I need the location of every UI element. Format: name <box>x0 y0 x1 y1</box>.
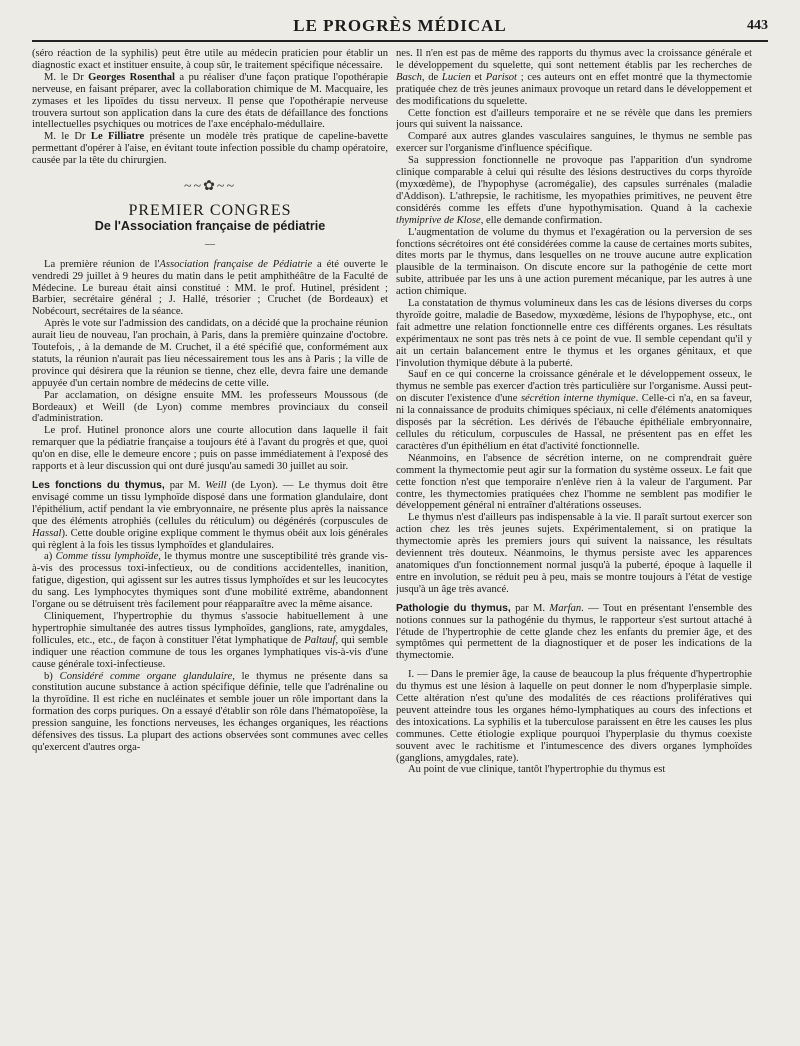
text-span: Cliniquement, l'hypertrophie du thymus s'associe habituellement à une hypertrophie simultanée des autres tissus lymphoïdes, ganglions, rate, amygdales, follicules, etc., etc., de façon à constituer l'état lymphatique de <box>32 610 388 646</box>
paragraph <box>32 611 388 671</box>
text-span: Sauf en ce qui concerne la croissance générale et le développement osseux, le thymus ne semble pas exercer d'action très particulière sur l'organisme. Aussi peut-on discuter l'existence d'une <box>396 369 752 405</box>
text-span: a été ouverte le vendredi 29 juillet à 9 heures du matin dans le petit amphithéâtre de la Faculté de Médecine. Le bureau était ainsi constitué : MM. le prof. Hutinel, président ; Barbier, secrétaire général ; J. Hallé, trésorier ; Cruchet (de Bordeaux) et Nobécourt, secrétaires de la séance. <box>32 258 388 318</box>
author-name: Le Filliatre <box>90 131 145 143</box>
paragraph <box>32 551 388 611</box>
paragraph <box>396 48 752 108</box>
paragraph: Comparé aux autres glandes vasculaires sanguines, le thymus ne semble pas exercer sur l'organisme d'influence spécifique. <box>396 131 752 155</box>
text-span: Sa suppression fonctionnelle ne provoque pas l'apparition d'un syndrome clinique comparable à celui qui résulte des lésions destructives du corps thyroïde (myxœdème), de l'hypophyse (acromégalie), des capsules surrénales (maladie d'Addison). L'athrepsie, le rachitisme, les myopathies primitives, ne peuvent être considérés comme les effets d'une hypothymisation. Quand à la cachexie <box>396 155 752 214</box>
paragraph: L'augmentation de volume du thymus et l'exagération ou la perversion de ses fonctions sécrétoires ont été considérées comme la cause de certaines morts subites, dites morts par le thymus, dans lesquelles on ne trouve aucune autre explication plausible de la terminaison. On discute encore sur la pathogénie de cette mort subite, attribuée par les uns à une action purement mécanique, par les autres à une action chimique. <box>396 226 752 298</box>
running-header <box>32 14 768 42</box>
text-span: b) <box>44 670 60 682</box>
report-paragraph <box>396 603 752 663</box>
italic-span: thymiprive de Klose <box>396 214 481 226</box>
page-number: 443 <box>747 18 768 33</box>
paragraph: Par acclamation, on désigne ensuite MM. les professeurs Moussous (de Bordeaux) et Weill (de Lyon) comme membres provinciaux du conseil d'administration. <box>32 389 388 425</box>
text-span: M. le Dr <box>44 131 86 143</box>
text-span: La première réunion de l' <box>44 258 160 270</box>
author-name: Georges Rosenthal <box>88 71 175 83</box>
paragraph: (séro réaction de la syphilis) peut être utile au médecin praticien pour établir un diagnostic exact et instituer ensuite, à coup sûr, le traitement spécifique nécessaire. <box>32 48 388 71</box>
text-span: ; ces auteurs ont en effet montré que la thymectomie pratiquée chez de très jeunes animaux provoque un retard dans le développement et des modifications du squelette. <box>396 71 752 107</box>
italic-span: sécrétion interne thymique <box>520 393 636 405</box>
paragraph: I. — Dans le premier âge, la cause de beaucoup la plus fréquente d'hypertrophie du thymus est une lésion à laquelle on peut donner le nom d'hyperplasie simple. Cette altération n'est qu'une des modalités de ces réactions prolifératives qui peuvent atteindre tous les organes hémo-lymphatiques au cours des infections et des intoxications. La syphilis et la tuberculose paraissent en être les causes les plus communes. Cette étiologie explique pourquoi l'hyperplasie du thymus coexiste souvent avec le rachitisme et l'intumescence des divers organes lymphoïdes (ganglions, amygdales, rate). <box>396 669 752 764</box>
paragraph: Le prof. Hutinel prononce alors une courte allocution dans laquelle il fait remarquer que la pédiatrie française a toujours été à l'avant du progrès et que, quoi qu'on en dise, elle le demeure encore ; puis on passe immédiatement à l'exposé des rapports et à leur discussion qui ont duré jusqu'au samedi 30 juillet au soir. <box>32 425 388 473</box>
section-title: PREMIER CONGRES <box>128 201 292 219</box>
author-name: Marfan <box>549 602 582 614</box>
paragraph: Néanmoins, en l'absence de sécrétion interne, on ne comprendrait guère comment la thymectomie peut agir sur la formation du système osseux. Le fait que cette fonction n'est que temporaire n'enlève rien à la valeur de l'argument. Par contre, les thymectomies pratiquées chez l'homme ne semblent pas modifier le développement général ni entraîner d'altérations osseuses. <box>396 452 752 512</box>
text-span: (de Lyon). — Le thymus doit être envisagé comme un tissu lymphoïde disposé dans une formation glandulaire, dont l'épithélium, actif pendant la vie embryonnaire, ne présente plus après la naissance que des éléments atrophiés (cellules du réticulum) ou dégénérés (corpuscules de <box>32 480 388 527</box>
section-subtitle: De l'Association française de pédiatrie <box>94 218 326 233</box>
paragraph <box>32 72 388 132</box>
text-span: , le thymus montre une susceptibilité très grande vis-à-vis des processus toxi-infectieux, ou de conditions accidentelles, inanition, fatigue, digestion, qui agissent sur les autres tissus lymphoïdes et sur les leucocytes du sang. Les lymphocytes thymiques sont d'une mobilité extrême, abandonnent l'organe ou se détruisent très facilement pour réapparaître avec la même aisance. <box>32 551 388 611</box>
text-span: ). Cette double origine explique comment le thymus obéit aux lois générales qui règlent à la fois les tissus lymphoïdes et glandulaires. <box>32 527 388 551</box>
paragraph <box>32 131 388 167</box>
text-span: a) <box>44 551 56 563</box>
paragraph: Au point de vue clinique, tantôt l'hypertrophie du thymus est <box>408 764 666 776</box>
text-span: présente un modèle très pratique de capeline-bavette permettant d'opérer à l'aise, en évitant toute infection possible du champ opératoire, causée par la tête du chirurgien. <box>32 131 388 167</box>
paragraph <box>396 155 752 226</box>
text-span: a pu réaliser d'une façon pratique l'opothérapie nerveuse, en faisant préparer, avec la collaboration chimique de M. Macquaire, les zymases et les lipoïdes du tissu nerveux. Il pense que l'opothérapie nerveuse trouvera surtout son application dans la cure des états de défaillance des fonctions intellectuelles psychiques ou motrices de l'axe encéphalo-médullaire. <box>32 71 388 131</box>
text-span: . Celle-ci n'a, en sa faveur, ni la connaissance de produits chimiques spéciaux, ni celle d'éléments anatomiques disposés par la sécrétion. Les dérivés de l'ébauche épithéliale embryonnaire, cellules du réticulum, corpuscules de Hassal, ne présentent pas en effet les caractères d'un épithélium en état d'activité fonctionnelle. <box>396 393 752 452</box>
report-heading: Les fonctions du thymus, <box>32 480 165 491</box>
italic-span: Paltauf <box>304 634 336 646</box>
journal-title: LE PROGRÈS MÉDICAL <box>293 16 507 35</box>
text-span: par M. <box>164 480 206 491</box>
paragraph: Le thymus n'est d'ailleurs pas indispensable à la vie. Il paraît surtout exercer son action chez les très jeunes sujets. Expérimentalement, si on pratique la thymectomie après les premiers jours qui suivent la naissance, les résultats deviennent très douteux. Néanmoins, le thymus persiste avec les apparences anatomiques d'un fonctionnement normal jusqu'à la puberté, époque à laquelle il entre en involution, se réduit peu à peu, mais se montre toujours à l'état de vestige jusqu'à un âge très avancé. <box>396 512 752 595</box>
report-heading: Pathologie du thymus, <box>396 602 511 614</box>
paragraph <box>32 671 388 754</box>
text-span: , elle demande confirmation. <box>480 214 603 226</box>
italic-span: Parisot <box>485 71 517 83</box>
italic-span: Lucien <box>441 71 471 83</box>
paragraph <box>32 259 388 319</box>
text-span: par M. <box>510 602 550 614</box>
text-span: , de <box>421 71 442 83</box>
italic-span: Association française de Pédiatrie <box>159 258 313 270</box>
short-rule: — <box>205 238 215 250</box>
author-name: Weill <box>205 480 227 491</box>
report-paragraph <box>32 480 388 551</box>
ornament-divider: ~~✿~~ <box>183 179 237 195</box>
right-column <box>396 48 752 1038</box>
italic-span: Hassal <box>32 527 62 539</box>
paragraph: Cette fonction est d'ailleurs temporaire et ne se révèle que dans les premiers jours qui suivent la naissance. <box>396 107 752 131</box>
text-span: . — Tout en présentant l'ensemble des notions connues sur la pathogénie du thymus, le rapporteur s'est surtout attaché à l'étude de l'hypertrophie de cette glande chez les enfants du premier âge, et des symptômes qui permettent de la diagnostiquer et de poser les indications de la thymectomie. <box>396 602 752 662</box>
text-span: M. le Dr <box>44 71 84 83</box>
paragraph: Après le vote sur l'admission des candidats, on a décidé que la prochaine réunion aurait lieu de nouveau, l'an prochain, à Paris, dans la première quinzaine d'octobre. Toutefois, , à la demande de M. Cruchet, il a été spécifié que, conformément aux statuts, la réunion n'aurait pas lieu nécessairement tous les ans à Paris ; la ville de province qui désirera que la réunion se tienne, chez elle, devra faire une demande appuyée d'un certain nombre de médecins de cette ville. <box>32 318 388 389</box>
text-span: , le thymus ne présente dans sa constitution aucune substance à action spécifique définie, telle que l'adrénaline ou la thyroïdine. Il est riche en nucléinates et semble jouer un rôle important dans la formation des corps puriques. On a essayé d'établir son rôle dans l'hématopoïèse, la pression sanguine, les fonctions nerveuses, les échanges organiques, les réactions défensives des tissus. La plupart des actions observées sont communes avec celles qu'exercent d'autres orga- <box>32 670 388 753</box>
left-column <box>32 48 388 1038</box>
text-span: nes. Il n'en est pas de même des rapports du thymus avec la croissance générale et le développement du squelette, qui sont nettement établis par les recherches de <box>396 48 752 71</box>
text-span: , qui semble indiquer une réaction commune de tous les organes lymphatiques vis-à-vis d'une cause générale toxi-infectieuse. <box>32 634 388 670</box>
italic-span: Considéré comme organe glandulaire <box>59 670 233 682</box>
italic-span: Basch <box>396 71 422 83</box>
italic-span: Comme tissu lymphoïde <box>55 551 159 563</box>
paragraph: La constatation de thymus volumineux dans les cas de lésions diverses du corps thyroïde goitre, maladie de Basedow, myxœdème, lésions de l'hypophyse, etc., ont fait admettre une relation fonctionnelle entre ces différents organes. Les résultats expérimentaux ne sont pas très nets à ce point de vue. Il semble cependant qu'il y ait un certain balancement entre le thymus et les organes génitaux, et que l'involution thymique débute à la puberté. <box>396 298 752 369</box>
text-span: et <box>470 71 486 83</box>
paragraph <box>396 369 752 452</box>
